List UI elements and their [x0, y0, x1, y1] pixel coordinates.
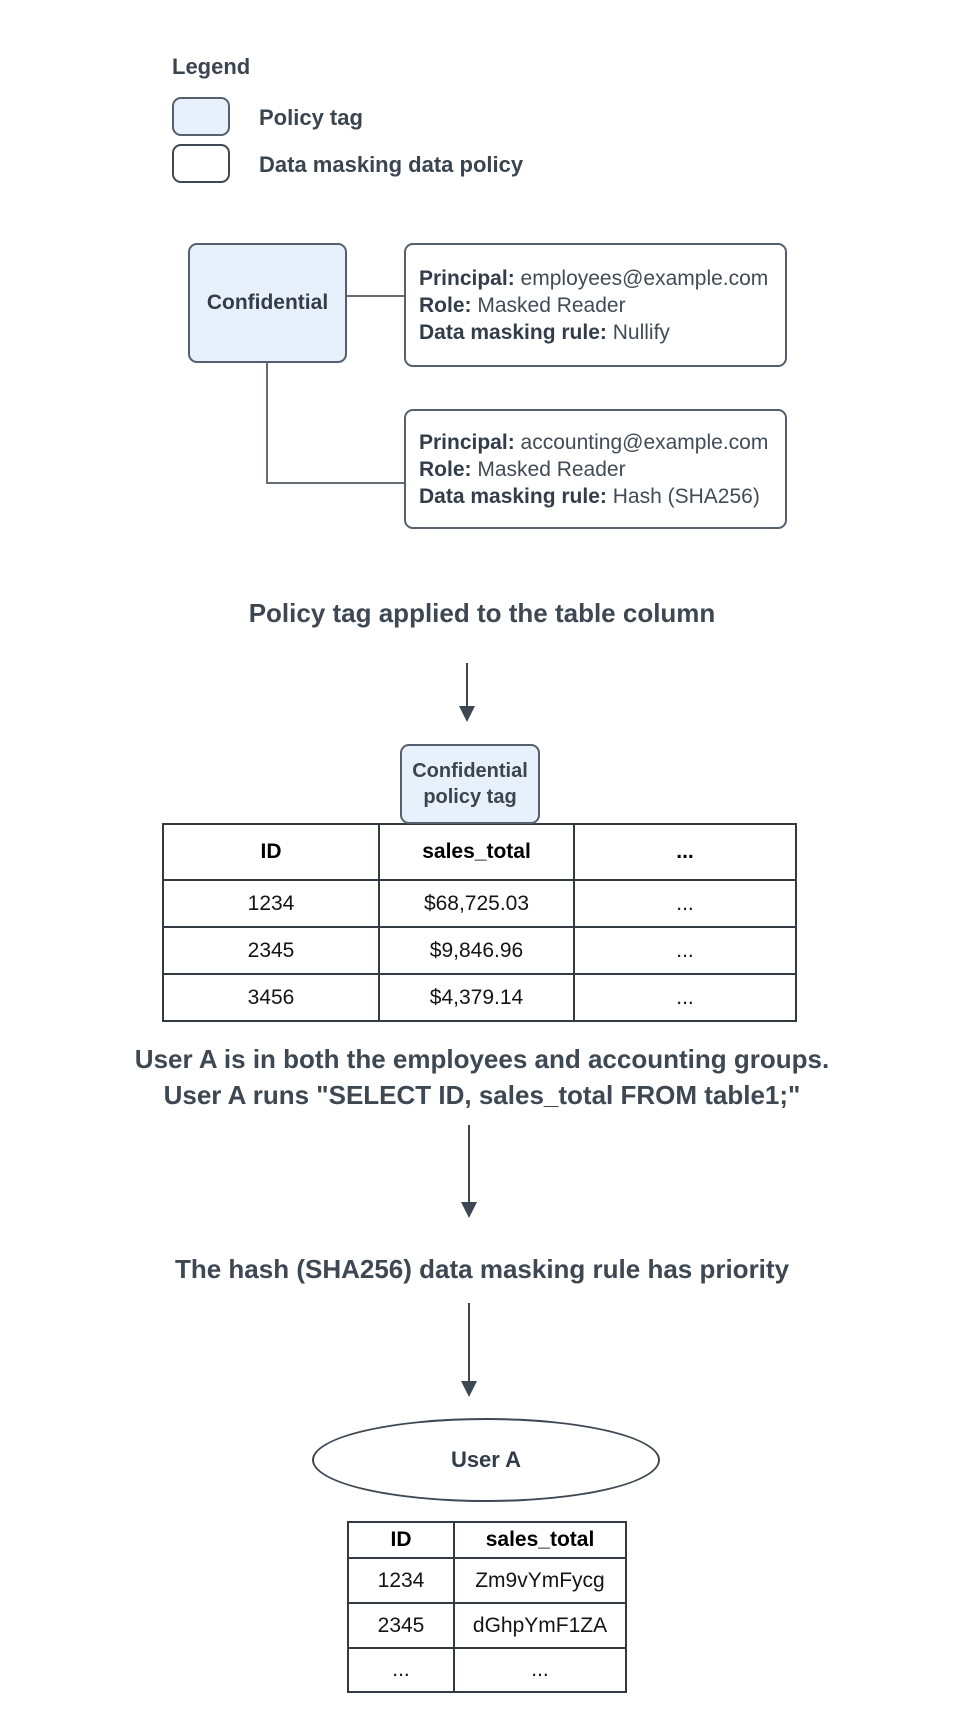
legend-item-data-masking-policy: Data masking data policy [259, 152, 524, 177]
heading-hash-priority: The hash (SHA256) data masking rule has priority [174, 1254, 790, 1284]
connector-line-policy-2 [266, 363, 404, 484]
cell-id: 1234 [348, 1558, 454, 1603]
result-table [347, 1521, 627, 1693]
arrow-down-icon [468, 1125, 470, 1203]
policy-rule-value: Hash (SHA256) [612, 484, 760, 508]
policy-principal-line [419, 429, 775, 456]
policy-role-value: Masked Reader [477, 457, 626, 481]
table-row [163, 974, 796, 1021]
cell-more: ... [574, 974, 796, 1021]
caption-user-groups-line1: User A is in both the employees and accounting groups. [134, 1044, 830, 1074]
column-header-id: ID [348, 1522, 454, 1558]
column-header-sales-total: sales_total [454, 1522, 626, 1558]
source-table [162, 823, 797, 1022]
connector-line-policy-1 [347, 295, 404, 297]
user-a-label: User A [450, 1447, 522, 1472]
policy-role-line [419, 456, 775, 483]
policy-tag-node-confidential [188, 243, 347, 363]
cell-sales-total-masked: ... [454, 1648, 626, 1692]
table-row [348, 1648, 626, 1692]
policy-tag-callout [400, 744, 540, 824]
cell-id: 2345 [163, 927, 379, 974]
policy-principal-line [419, 265, 775, 292]
column-header-sales-total: sales_total [379, 824, 574, 880]
cell-id: 3456 [163, 974, 379, 1021]
legend-item-policy-tag: Policy tag [259, 105, 363, 130]
arrow-down-head-icon [461, 1202, 477, 1218]
policy-principal-value: employees@example.com [520, 266, 769, 290]
column-header-id: ID [163, 824, 379, 880]
callout-line1: Confidential [412, 760, 528, 782]
caption-user-groups-line2: User A runs "SELECT ID, sales_total FROM table1;" [163, 1080, 801, 1110]
policy-tag-node-label: Confidential [206, 291, 329, 314]
table-row [163, 927, 796, 974]
policy-principal-label: Principal: [419, 266, 515, 290]
legend-title: Legend [172, 54, 251, 79]
cell-id: 2345 [348, 1603, 454, 1648]
user-a-node [312, 1418, 660, 1502]
table-row [163, 880, 796, 927]
cell-id: ... [348, 1648, 454, 1692]
policy-role-label: Role: [419, 457, 472, 481]
policy-role-value: Masked Reader [477, 293, 626, 317]
policy-rule-line [419, 319, 775, 346]
policy-rule-label: Data masking rule: [419, 320, 607, 344]
cell-sales-total: $4,379.14 [379, 974, 574, 1021]
policy-principal-label: Principal: [419, 430, 515, 454]
policy-role-line [419, 292, 775, 319]
policy-principal-value: accounting@example.com [520, 430, 769, 454]
cell-id: 1234 [163, 880, 379, 927]
cell-sales-total: $9,846.96 [379, 927, 574, 974]
policy-role-label: Role: [419, 293, 472, 317]
arrow-down-head-icon [459, 706, 475, 722]
column-header-more: ... [574, 824, 796, 880]
cell-sales-total-masked: Zm9vYmFycg [454, 1558, 626, 1603]
result-table-header-row [348, 1522, 626, 1558]
table-row [348, 1603, 626, 1648]
arrow-down-icon [466, 663, 468, 707]
policy-rule-line [419, 483, 775, 510]
arrow-down-icon [468, 1303, 470, 1382]
cell-sales-total: $68,725.03 [379, 880, 574, 927]
cell-more: ... [574, 927, 796, 974]
arrow-down-head-icon [461, 1381, 477, 1397]
data-policy-box-nullify [404, 243, 787, 367]
data-policy-box-hash [404, 409, 787, 529]
policy-rule-label: Data masking rule: [419, 484, 607, 508]
data-policy-swatch-icon [172, 144, 230, 183]
callout-line2: policy tag [423, 786, 517, 808]
table-row [348, 1558, 626, 1603]
policy-rule-value: Nullify [612, 320, 670, 344]
policy-tag-swatch-icon [172, 97, 230, 136]
cell-more: ... [574, 880, 796, 927]
cell-sales-total-masked: dGhpYmF1ZA [454, 1603, 626, 1648]
source-table-header-row [163, 824, 796, 880]
heading-policy-tag-applied: Policy tag applied to the table column [248, 598, 716, 628]
